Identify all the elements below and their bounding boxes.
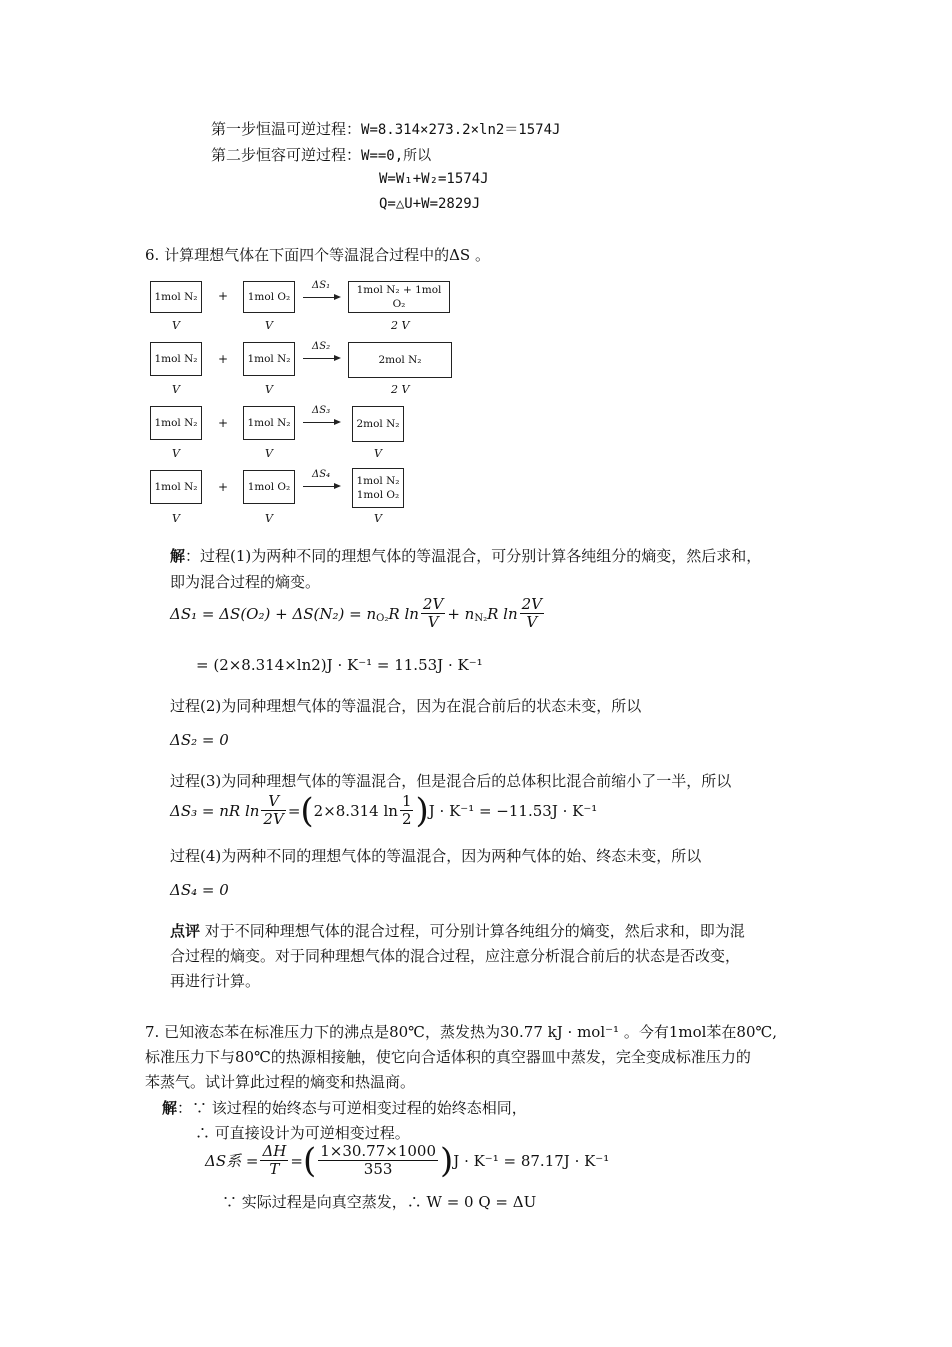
sol6-line1 bbox=[170, 545, 761, 566]
row4-plus: + bbox=[218, 480, 229, 494]
p3-frac bbox=[261, 793, 285, 828]
row4-arrow bbox=[303, 486, 339, 487]
comment-line2: 合过程的熵变。对于同种理想气体的混合过程，应注意分析混合前后的状态是否改变， bbox=[170, 947, 741, 965]
eq1-lhs: ΔS₁ = ΔS(O₂) + ΔS(N₂) = n bbox=[170, 604, 377, 623]
p4-eq: ΔS₄ = 0 bbox=[170, 881, 229, 899]
row4-v-result: V bbox=[374, 512, 382, 525]
w-total: W=W₁+W₂=1574J bbox=[379, 171, 489, 187]
comment-label: 点评 bbox=[170, 922, 201, 940]
row1-right-box: 1mol O₂ bbox=[243, 281, 295, 313]
p3-half bbox=[400, 793, 414, 828]
problem7-line3: 苯蒸气。试计算此过程的熵变和热温商。 bbox=[145, 1073, 416, 1091]
p2-eq: ΔS₂ = 0 bbox=[170, 731, 229, 749]
row4-right-box: 1mol O₂ bbox=[243, 470, 295, 504]
row4-result-line1: 1mol N₂ bbox=[356, 475, 400, 487]
row4-arrow-label: ΔS₄ bbox=[312, 469, 331, 480]
row2-v-result: 2 V bbox=[391, 383, 410, 396]
row4-v-right: V bbox=[265, 512, 273, 525]
sol7-frac2-den: 353 bbox=[363, 1160, 393, 1178]
row2-result-box: 2mol N₂ bbox=[348, 342, 452, 378]
sol6-label: 解 bbox=[170, 547, 186, 565]
p3-lparen: ( bbox=[300, 790, 314, 831]
eq1-mid: R ln bbox=[388, 604, 419, 623]
sol7-eq-lhs: ΔS系 = bbox=[205, 1152, 259, 1170]
sol6-line2: 即为混合过程的熵变。 bbox=[170, 573, 321, 591]
step1-formula: W=8.314×273.2×ln2＝1574J bbox=[361, 122, 561, 138]
row3-arrow-label: ΔS₃ bbox=[312, 405, 331, 416]
row1-v-right: V bbox=[265, 319, 273, 332]
sol7-label: 解 bbox=[162, 1099, 178, 1117]
row3-v-result: V bbox=[374, 447, 382, 460]
comment-text1: 对于不同种理想气体的混合过程，可分别计算各纯组分的熵变，然后求和，即为混 bbox=[200, 922, 745, 940]
row3-plus: + bbox=[218, 416, 229, 430]
sol7-text-a: ：∵ 该过程的始终态与可逆相变过程的始终态相同， bbox=[177, 1099, 527, 1117]
row1-arrow bbox=[303, 297, 339, 298]
p3-eq-sign: = bbox=[287, 801, 301, 820]
step1-line bbox=[211, 118, 560, 139]
eq1-frac1-num: 2V bbox=[422, 595, 444, 613]
eq1-sub2: N₂ bbox=[474, 613, 488, 624]
row2-right-box: 1mol N₂ bbox=[243, 342, 295, 376]
row2-arrow-label: ΔS₂ bbox=[312, 341, 331, 352]
step2-formula: W==0,所以 bbox=[361, 148, 432, 164]
sol7-frac2 bbox=[318, 1143, 438, 1178]
sol7-line2: ∴ 可直接设计为可逆相变过程。 bbox=[195, 1124, 410, 1142]
sol7-eq bbox=[205, 1140, 610, 1181]
row1-v-left: V bbox=[172, 319, 180, 332]
p3-lhs: ΔS₃ = nR ln bbox=[170, 801, 260, 820]
row1-arrow-label: ΔS₁ bbox=[312, 280, 331, 291]
q-total: Q=△U+W=2829J bbox=[379, 196, 481, 212]
sol7-frac1-num: ΔH bbox=[262, 1142, 287, 1160]
p3-half-num: 1 bbox=[401, 792, 412, 810]
sol7-eq-rhs: J · K⁻¹ = 87.17J · K⁻¹ bbox=[453, 1151, 610, 1170]
row1-result-box: 1mol N₂ + 1mol O₂ bbox=[348, 281, 450, 313]
p3-eq bbox=[170, 790, 598, 831]
sol7-frac1 bbox=[260, 1143, 288, 1178]
row3-left-box: 1mol N₂ bbox=[150, 406, 202, 440]
p3-frac-den: 2V bbox=[263, 810, 284, 828]
p3-rhs: J · K⁻¹ = −11.53J · K⁻¹ bbox=[428, 801, 598, 820]
step2-label: 第二步恒容可逆过程： bbox=[211, 146, 362, 164]
row1-left-box: 1mol N₂ bbox=[150, 281, 202, 313]
p4-text: 过程(4)为两种不同的理想气体的等温混合，因为两种气体的始、终态未变，所以 bbox=[170, 847, 702, 865]
eq1-frac2-den: V bbox=[526, 613, 538, 631]
sol7-frac2-num: 1×30.77×1000 bbox=[320, 1142, 437, 1160]
sol6-text1: ：过程(1)为两种不同的理想气体的等温混合，可分别计算各纯组分的熵变，然后求和， bbox=[185, 547, 762, 565]
row4-left-box: 1mol N₂ bbox=[150, 470, 202, 504]
row3-arrow bbox=[303, 422, 339, 423]
row2-left-box: 1mol N₂ bbox=[150, 342, 202, 376]
row3-result-box: 2mol N₂ bbox=[352, 406, 404, 442]
eq1-sub1: O₂ bbox=[376, 613, 389, 624]
p3-half-den: 2 bbox=[401, 810, 412, 828]
row2-arrow bbox=[303, 358, 339, 359]
sol7-last: ∵ 实际过程是向真空蒸发，∴ W = 0 Q = ΔU bbox=[222, 1193, 537, 1211]
p2-text: 过程(2)为同种理想气体的等温混合，因为在混合前后的状态未变，所以 bbox=[170, 697, 642, 715]
row3-v-right: V bbox=[265, 447, 273, 460]
p3-frac-num: V bbox=[261, 793, 285, 811]
sol7-eq-sign: = bbox=[290, 1151, 303, 1170]
row4-result-line2: 1mol O₂ bbox=[356, 489, 400, 501]
eq1 bbox=[170, 596, 546, 631]
eq1-frac1-den: V bbox=[427, 613, 439, 631]
row1-plus: + bbox=[218, 289, 229, 303]
row2-v-left: V bbox=[172, 383, 180, 396]
eq1-frac1 bbox=[421, 596, 445, 631]
comment-line3: 再进行计算。 bbox=[170, 972, 261, 990]
row4-v-left: V bbox=[172, 512, 180, 525]
eq1-mid2: R ln bbox=[487, 604, 518, 623]
row2-plus: + bbox=[218, 352, 229, 366]
p3-rparen: ) bbox=[415, 790, 429, 831]
problem6-title: 6. 计算理想气体在下面四个等温混合过程中的ΔS 。 bbox=[145, 246, 490, 264]
row4-result-box bbox=[352, 468, 404, 508]
comment-line1 bbox=[170, 920, 745, 941]
eq1b: = (2×8.314×ln2)J · K⁻¹ = 11.53J · K⁻¹ bbox=[196, 656, 483, 674]
sol7-lparen: ( bbox=[302, 1140, 317, 1181]
problem7-line1: 7. 已知液态苯在标准压力下的沸点是80℃，蒸发热为30.77 kJ · mol⁻¹ 。今有1mol苯在80℃, bbox=[145, 1023, 778, 1041]
eq1-frac2-num: 2V bbox=[521, 595, 542, 613]
eq1-frac2 bbox=[520, 596, 544, 631]
sol7-frac1-den: T bbox=[269, 1160, 280, 1178]
sol7-rparen: ) bbox=[440, 1140, 454, 1181]
step1-label: 第一步恒温可逆过程： bbox=[211, 120, 362, 138]
problem7-line2: 标准压力下与80℃的热源相接触，使它向合适体积的真空器皿中蒸发，完全变成标准压力的 bbox=[145, 1048, 751, 1066]
p3-mid: 2×8.314 ln bbox=[313, 801, 398, 820]
sol7-line1 bbox=[162, 1097, 527, 1118]
row3-v-left: V bbox=[172, 447, 180, 460]
eq1-plus-n: + n bbox=[447, 604, 475, 623]
p3-text: 过程(3)为同种理想气体的等温混合，但是混合后的总体积比混合前缩小了一半，所以 bbox=[170, 772, 732, 790]
row3-right-box: 1mol N₂ bbox=[243, 406, 295, 440]
row1-v-result: 2 V bbox=[391, 319, 410, 332]
step2-line bbox=[211, 144, 431, 165]
row2-v-right: V bbox=[265, 383, 273, 396]
